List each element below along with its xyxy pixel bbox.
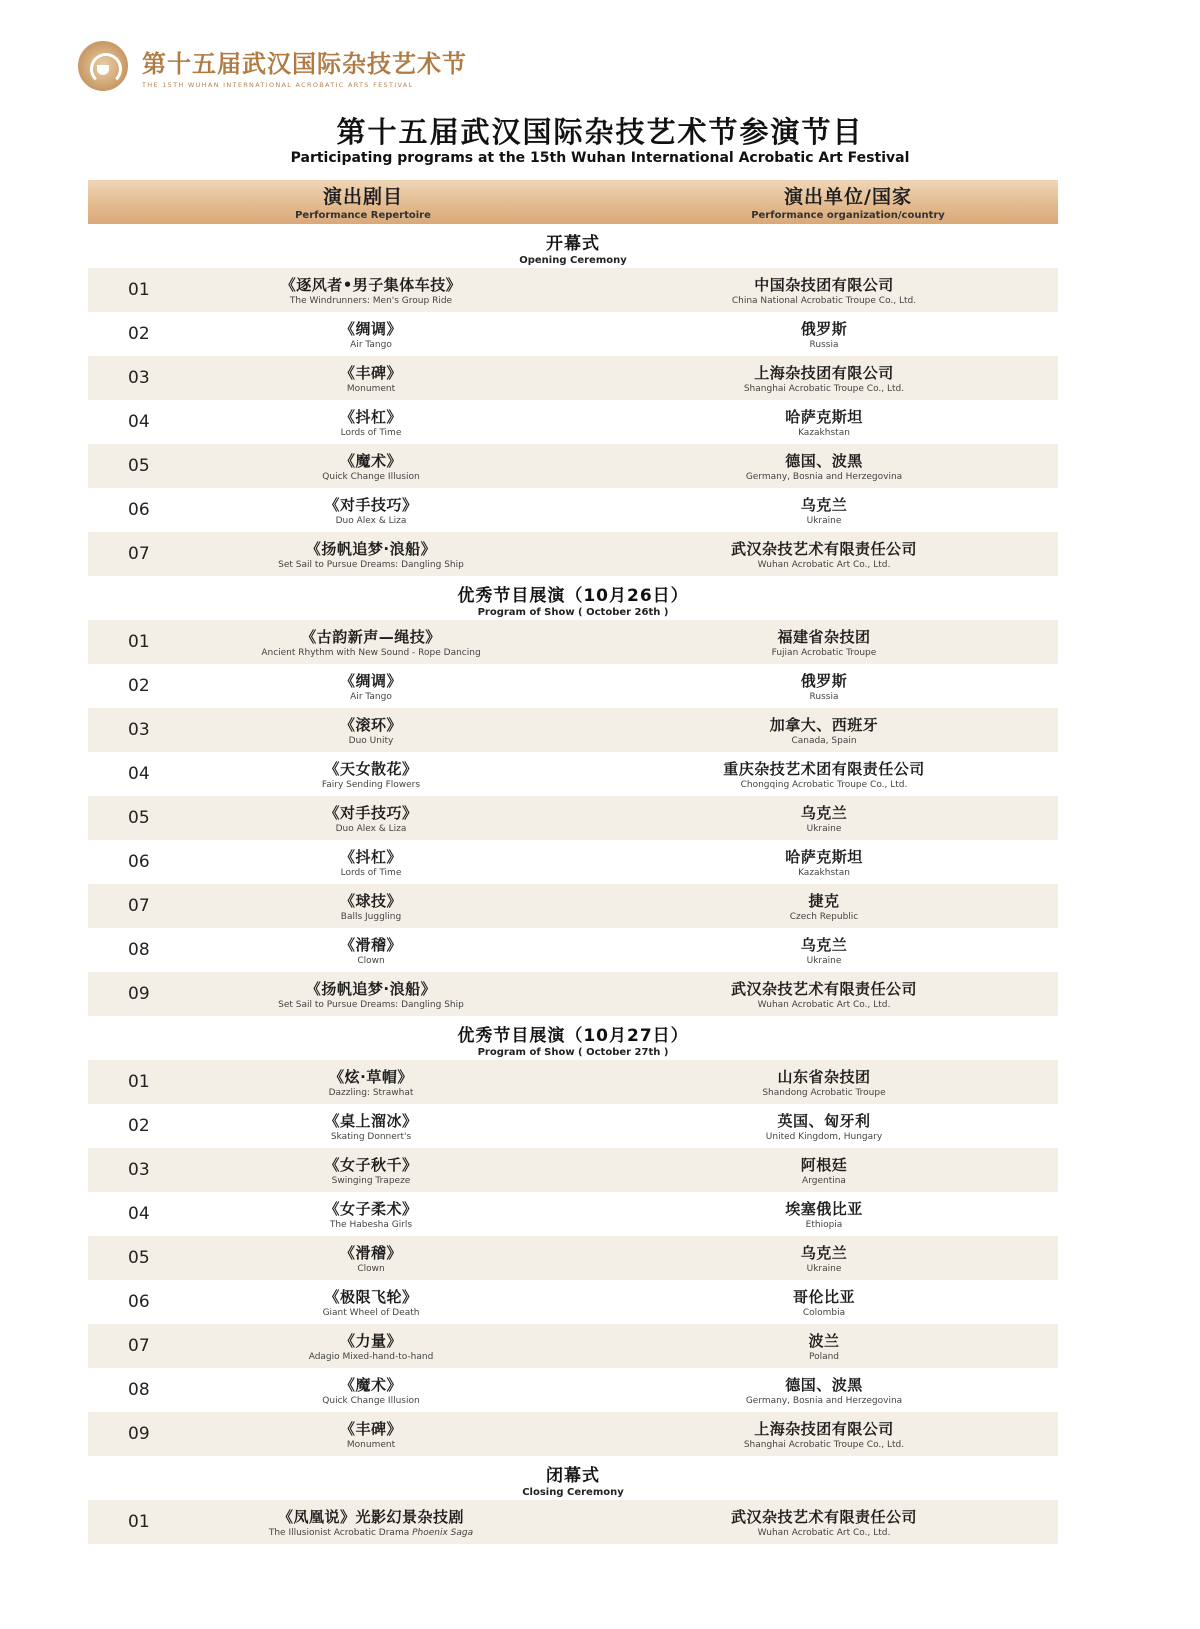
program-cell bbox=[192, 450, 550, 482]
organization-cell bbox=[550, 450, 1058, 482]
program-name-en-text: Adagio Mixed-hand-to-hand bbox=[308, 1352, 434, 1362]
section-heading bbox=[88, 224, 1058, 268]
logo-text bbox=[142, 44, 467, 89]
program-name-cn: 《魔术》 bbox=[339, 1376, 402, 1394]
program-cell bbox=[192, 934, 550, 966]
row-number: 03 bbox=[128, 368, 150, 388]
program-name-cn: 《滚环》 bbox=[339, 716, 402, 734]
program-name-en-text: Quick Change Illusion bbox=[322, 1396, 420, 1406]
program-name-en-text: Set Sail to Pursue Dreams: Dangling Ship bbox=[278, 560, 464, 570]
table-row bbox=[88, 884, 1058, 928]
program-name-en bbox=[192, 648, 550, 658]
row-number: 07 bbox=[128, 544, 150, 564]
program-name-cn: 《魔术》 bbox=[339, 452, 402, 470]
section-title-en: Program of Show ( October 26th ) bbox=[477, 607, 669, 618]
table-row bbox=[88, 1324, 1058, 1368]
table-row bbox=[88, 488, 1058, 532]
table-row bbox=[88, 268, 1058, 312]
table-row bbox=[88, 1280, 1058, 1324]
row-number: 06 bbox=[128, 852, 150, 872]
header-org-column bbox=[608, 180, 1058, 224]
header-org-cn: 演出单位/国家 bbox=[784, 186, 912, 208]
logo-title-cn: 第十五届武汉国际杂技艺术节 bbox=[142, 49, 467, 78]
organization-name-cn: 德国、波黑 bbox=[785, 452, 863, 470]
program-name-en-text: Dazzling: Strawhat bbox=[328, 1088, 414, 1098]
row-number: 01 bbox=[128, 280, 150, 300]
organization-name-en: Poland bbox=[808, 1352, 840, 1362]
organization-cell bbox=[550, 494, 1058, 526]
program-name-en bbox=[192, 736, 550, 746]
organization-name-en: Shandong Acrobatic Troupe bbox=[762, 1088, 886, 1098]
row-number: 01 bbox=[128, 1512, 150, 1532]
program-cell bbox=[192, 846, 550, 878]
table-row bbox=[88, 1412, 1058, 1456]
organization-name-en: Colombia bbox=[802, 1308, 846, 1318]
row-number: 02 bbox=[128, 1116, 150, 1136]
program-name-cn: 《绸调》 bbox=[339, 672, 402, 690]
section-heading bbox=[88, 1456, 1058, 1500]
program-name-en bbox=[192, 1176, 550, 1186]
program-cell bbox=[192, 1506, 550, 1538]
program-name-en-text: Skating Donnert's bbox=[330, 1132, 412, 1142]
table-row bbox=[88, 444, 1058, 488]
row-number: 04 bbox=[128, 412, 150, 432]
organization-name-cn: 山东省杂技团 bbox=[777, 1068, 871, 1086]
organization-name-en: Fujian Acrobatic Troupe bbox=[771, 648, 877, 658]
table-row bbox=[88, 664, 1058, 708]
organization-cell bbox=[550, 1066, 1058, 1098]
table-row bbox=[88, 1148, 1058, 1192]
program-cell bbox=[192, 1110, 550, 1142]
section-heading bbox=[88, 1016, 1058, 1060]
program-cell bbox=[192, 1374, 550, 1406]
organization-name-cn: 福建省杂技团 bbox=[777, 628, 871, 646]
program-name-cn: 《凤凰说》光影幻景杂技剧 bbox=[277, 1508, 464, 1526]
program-cell bbox=[192, 1154, 550, 1186]
program-name-en-text: Lords of Time bbox=[340, 868, 402, 878]
organization-name-en: United Kingdom, Hungary bbox=[765, 1132, 883, 1142]
row-number: 02 bbox=[128, 676, 150, 696]
row-number: 08 bbox=[128, 1380, 150, 1400]
organization-name-en: China National Acrobatic Troupe Co., Ltd. bbox=[731, 296, 917, 306]
section-title-en: Program of Show ( October 27th ) bbox=[477, 1047, 669, 1058]
row-number: 02 bbox=[128, 324, 150, 344]
organization-name-en: Kazakhstan bbox=[798, 868, 850, 878]
program-name-en bbox=[192, 472, 550, 482]
row-number: 04 bbox=[128, 1204, 150, 1224]
program-name-en bbox=[192, 1440, 550, 1450]
program-name-en-text: Balls Juggling bbox=[340, 912, 402, 922]
program-cell bbox=[192, 1330, 550, 1362]
row-number: 07 bbox=[128, 1336, 150, 1356]
program-name-cn: 《抖杠》 bbox=[339, 848, 402, 866]
row-number: 05 bbox=[128, 456, 150, 476]
page-title: 第十五届武汉国际杂技艺术节参演节目 bbox=[336, 115, 864, 149]
organization-name-en: Ukraine bbox=[806, 1264, 842, 1274]
program-name-en bbox=[192, 1000, 550, 1010]
table-row bbox=[88, 928, 1058, 972]
program-name-en-text: Lords of Time bbox=[340, 428, 402, 438]
table-row bbox=[88, 1192, 1058, 1236]
program-name-en bbox=[192, 868, 550, 878]
program-table bbox=[88, 224, 1058, 1544]
organization-cell bbox=[550, 670, 1058, 702]
program-name-cn: 《丰碑》 bbox=[339, 364, 402, 382]
program-name-en bbox=[192, 824, 550, 834]
program-name-en-text: Duo Unity bbox=[348, 736, 394, 746]
program-name-en bbox=[192, 516, 550, 526]
header-program-cn: 演出剧目 bbox=[322, 186, 403, 208]
organization-cell bbox=[550, 362, 1058, 394]
table-row bbox=[88, 1368, 1058, 1412]
program-name-cn: 《天女散花》 bbox=[324, 760, 418, 778]
row-number: 04 bbox=[128, 764, 150, 784]
section-title-cn: 优秀节目展演（10月26日） bbox=[457, 586, 689, 606]
organization-cell bbox=[550, 934, 1058, 966]
program-name-cn: 《丰碑》 bbox=[339, 1420, 402, 1438]
organization-name-cn: 俄罗斯 bbox=[800, 320, 848, 338]
section-title-cn: 开幕式 bbox=[546, 234, 600, 254]
organization-cell bbox=[550, 1286, 1058, 1318]
organization-name-en: Shanghai Acrobatic Troupe Co., Ltd. bbox=[743, 1440, 905, 1450]
organization-cell bbox=[550, 802, 1058, 834]
section-title-cn: 优秀节目展演（10月27日） bbox=[457, 1026, 689, 1046]
program-name-en bbox=[192, 1088, 550, 1098]
page-subtitle: Participating programs at the 15th Wuhan International Acrobatic Art Festival bbox=[290, 150, 910, 166]
row-number: 07 bbox=[128, 896, 150, 916]
program-cell bbox=[192, 758, 550, 790]
program-name-en bbox=[192, 1220, 550, 1230]
table-row bbox=[88, 1104, 1058, 1148]
row-number: 06 bbox=[128, 1292, 150, 1312]
organization-cell bbox=[550, 626, 1058, 658]
organization-name-cn: 重庆杂技艺术团有限责任公司 bbox=[723, 760, 925, 778]
organization-name-en: Germany, Bosnia and Herzegovina bbox=[745, 1396, 903, 1406]
organization-name-en: Ukraine bbox=[806, 824, 842, 834]
program-name-cn: 《滑稽》 bbox=[339, 1244, 402, 1262]
program-name-en bbox=[192, 956, 550, 966]
organization-cell bbox=[550, 846, 1058, 878]
row-number: 09 bbox=[128, 1424, 150, 1444]
organization-name-en: Germany, Bosnia and Herzegovina bbox=[745, 472, 903, 482]
organization-name-cn: 加拿大、西班牙 bbox=[769, 716, 879, 734]
program-cell bbox=[192, 494, 550, 526]
organization-name-cn: 埃塞俄比亚 bbox=[785, 1200, 863, 1218]
program-name-en bbox=[192, 1396, 550, 1406]
table-header bbox=[88, 180, 1058, 224]
program-name-en-text: Set Sail to Pursue Dreams: Dangling Ship bbox=[278, 1000, 464, 1010]
program-cell bbox=[192, 1066, 550, 1098]
organization-name-cn: 阿根廷 bbox=[800, 1156, 848, 1174]
program-name-cn: 《扬帆追梦·浪船》 bbox=[305, 980, 437, 998]
section-title-en: Closing Ceremony bbox=[522, 1487, 624, 1498]
row-number: 06 bbox=[128, 500, 150, 520]
organization-name-cn: 武汉杂技艺术有限责任公司 bbox=[730, 540, 917, 558]
program-cell bbox=[192, 318, 550, 350]
program-name-cn: 《球技》 bbox=[339, 892, 402, 910]
program-name-en-text: The Windrunners: Men's Group Ride bbox=[289, 296, 453, 306]
program-name-en bbox=[192, 340, 550, 350]
program-name-en-text: The Habesha Girls bbox=[329, 1220, 413, 1230]
program-name-en-text: Fairy Sending Flowers bbox=[321, 780, 421, 790]
header-program-en: Performance Repertoire bbox=[295, 210, 431, 221]
table-row bbox=[88, 972, 1058, 1016]
organization-name-cn: 武汉杂技艺术有限责任公司 bbox=[730, 980, 917, 998]
organization-cell bbox=[550, 1374, 1058, 1406]
program-cell bbox=[192, 1286, 550, 1318]
program-name-en-text: The Illusionist Acrobatic Drama bbox=[268, 1528, 410, 1538]
organization-name-cn: 哈萨克斯坦 bbox=[785, 848, 863, 866]
organization-name-cn: 哥伦比亚 bbox=[792, 1288, 855, 1306]
organization-cell bbox=[550, 1242, 1058, 1274]
organization-name-cn: 乌克兰 bbox=[800, 496, 848, 514]
organization-name-en: Russia bbox=[809, 340, 839, 350]
table-row bbox=[88, 796, 1058, 840]
organization-name-en: Argentina bbox=[802, 1176, 846, 1186]
row-number: 01 bbox=[128, 632, 150, 652]
organization-name-cn: 英国、匈牙利 bbox=[777, 1112, 871, 1130]
program-name-en-text: Clown bbox=[357, 956, 385, 966]
program-name-en-text: Duo Alex & Liza bbox=[335, 516, 407, 526]
program-name-cn: 《女子秋千》 bbox=[324, 1156, 418, 1174]
organization-cell bbox=[550, 274, 1058, 306]
program-name-en bbox=[192, 1352, 550, 1362]
program-name-en-text: Ancient Rhythm with New Sound - Rope Dancing bbox=[261, 648, 481, 658]
program-cell bbox=[192, 890, 550, 922]
program-name-cn: 《女子柔术》 bbox=[324, 1200, 418, 1218]
organization-cell bbox=[550, 714, 1058, 746]
program-name-en bbox=[192, 1264, 550, 1274]
header-program-column bbox=[88, 180, 608, 224]
program-cell bbox=[192, 1418, 550, 1450]
table-row bbox=[88, 1060, 1058, 1104]
organization-cell bbox=[550, 1110, 1058, 1142]
organization-name-en: Canada, Spain bbox=[791, 736, 857, 746]
organization-name-en: Wuhan Acrobatic Art Co., Ltd. bbox=[757, 560, 891, 570]
organization-name-en: Kazakhstan bbox=[798, 428, 850, 438]
festival-emblem-icon bbox=[78, 41, 128, 91]
organization-name-cn: 俄罗斯 bbox=[800, 672, 848, 690]
program-name-en-text: Monument bbox=[346, 384, 396, 394]
section-title-en: Opening Ceremony bbox=[519, 255, 627, 266]
organization-cell bbox=[550, 406, 1058, 438]
program-name-en bbox=[192, 1308, 550, 1318]
row-number: 05 bbox=[128, 1248, 150, 1268]
program-name-en bbox=[192, 428, 550, 438]
organization-name-en: Ukraine bbox=[806, 956, 842, 966]
program-cell bbox=[192, 670, 550, 702]
program-name-en-text: Duo Alex & Liza bbox=[335, 824, 407, 834]
organization-name-cn: 上海杂技团有限公司 bbox=[754, 1420, 894, 1438]
program-name-cn: 《古韵新声—绳技》 bbox=[301, 628, 441, 646]
table-row bbox=[88, 708, 1058, 752]
program-cell bbox=[192, 406, 550, 438]
program-name-cn: 《扬帆追梦·浪船》 bbox=[305, 540, 437, 558]
organization-name-cn: 波兰 bbox=[808, 1332, 840, 1350]
section-title-cn: 闭幕式 bbox=[546, 1466, 600, 1486]
program-name-cn: 《桌上溜冰》 bbox=[324, 1112, 418, 1130]
organization-name-en: Shanghai Acrobatic Troupe Co., Ltd. bbox=[743, 384, 905, 394]
organization-name-en: Chongqing Acrobatic Troupe Co., Ltd. bbox=[740, 780, 908, 790]
program-name-cn: 《力量》 bbox=[339, 1332, 402, 1350]
program-cell bbox=[192, 362, 550, 394]
header-org-en: Performance organization/country bbox=[751, 210, 945, 221]
program-name-en-text: Swinging Trapeze bbox=[331, 1176, 411, 1186]
organization-name-cn: 德国、波黑 bbox=[785, 1376, 863, 1394]
row-number: 01 bbox=[128, 1072, 150, 1092]
organization-name-en: Ethiopia bbox=[805, 1220, 843, 1230]
organization-name-en: Wuhan Acrobatic Art Co., Ltd. bbox=[757, 1000, 891, 1010]
program-cell bbox=[192, 274, 550, 306]
row-number: 05 bbox=[128, 808, 150, 828]
organization-cell bbox=[550, 1198, 1058, 1230]
program-name-en-italic: Phoenix Saga bbox=[412, 1528, 474, 1538]
program-name-cn: 《绸调》 bbox=[339, 320, 402, 338]
program-name-en-text: Quick Change Illusion bbox=[322, 472, 420, 482]
program-name-en bbox=[192, 296, 550, 306]
row-number: 08 bbox=[128, 940, 150, 960]
program-cell bbox=[192, 714, 550, 746]
organization-cell bbox=[550, 758, 1058, 790]
program-cell bbox=[192, 626, 550, 658]
program-name-cn: 《抖杠》 bbox=[339, 408, 402, 426]
organization-name-cn: 中国杂技团有限公司 bbox=[754, 276, 894, 294]
row-number: 03 bbox=[128, 1160, 150, 1180]
program-name-cn: 《对手技巧》 bbox=[324, 804, 418, 822]
program-name-cn: 《极限飞轮》 bbox=[324, 1288, 418, 1306]
organization-name-cn: 乌克兰 bbox=[800, 1244, 848, 1262]
table-row bbox=[88, 1236, 1058, 1280]
program-cell bbox=[192, 802, 550, 834]
program-name-en-text: Clown bbox=[357, 1264, 385, 1274]
table-row bbox=[88, 356, 1058, 400]
organization-name-en: Czech Republic bbox=[789, 912, 859, 922]
organization-name-en: Wuhan Acrobatic Art Co., Ltd. bbox=[757, 1528, 891, 1538]
program-name-cn: 《对手技巧》 bbox=[324, 496, 418, 514]
row-number: 09 bbox=[128, 984, 150, 1004]
organization-name-cn: 乌克兰 bbox=[800, 936, 848, 954]
program-name-en bbox=[192, 692, 550, 702]
program-name-cn: 《逐风者•男子集体车技》 bbox=[280, 276, 462, 294]
organization-name-cn: 武汉杂技艺术有限责任公司 bbox=[730, 1508, 917, 1526]
program-name-en bbox=[192, 1132, 550, 1142]
program-cell bbox=[192, 1242, 550, 1274]
organization-cell bbox=[550, 538, 1058, 570]
festival-logo bbox=[78, 36, 467, 96]
table-row bbox=[88, 400, 1058, 444]
program-name-en bbox=[192, 912, 550, 922]
organization-name-cn: 哈萨克斯坦 bbox=[785, 408, 863, 426]
program-name-cn: 《炫·草帽》 bbox=[329, 1068, 413, 1086]
organization-cell bbox=[550, 1418, 1058, 1450]
organization-cell bbox=[550, 1330, 1058, 1362]
program-name-en bbox=[192, 1528, 550, 1538]
program-cell bbox=[192, 978, 550, 1010]
table-row bbox=[88, 532, 1058, 576]
organization-cell bbox=[550, 1154, 1058, 1186]
table-row bbox=[88, 1500, 1058, 1544]
program-name-en-text: Air Tango bbox=[350, 692, 392, 702]
section-heading bbox=[88, 576, 1058, 620]
organization-cell bbox=[550, 978, 1058, 1010]
organization-name-cn: 捷克 bbox=[808, 892, 840, 910]
organization-name-cn: 乌克兰 bbox=[800, 804, 848, 822]
organization-name-cn: 上海杂技团有限公司 bbox=[754, 364, 894, 382]
program-name-en bbox=[192, 560, 550, 570]
table-row bbox=[88, 752, 1058, 796]
table-row bbox=[88, 312, 1058, 356]
program-name-cn: 《滑稽》 bbox=[339, 936, 402, 954]
organization-cell bbox=[550, 318, 1058, 350]
program-name-en-text: Air Tango bbox=[350, 340, 392, 350]
logo-title-en: THE 15TH WUHAN INTERNATIONAL ACROBATIC ARTS FESTIVAL bbox=[142, 80, 414, 89]
organization-cell bbox=[550, 890, 1058, 922]
organization-name-en: Ukraine bbox=[806, 516, 842, 526]
program-name-en bbox=[192, 384, 550, 394]
table-row bbox=[88, 840, 1058, 884]
organization-name-en: Russia bbox=[809, 692, 839, 702]
organization-cell bbox=[550, 1506, 1058, 1538]
program-name-en-text: Monument bbox=[346, 1440, 396, 1450]
table-row bbox=[88, 620, 1058, 664]
program-name-en bbox=[192, 780, 550, 790]
program-name-en-text: Giant Wheel of Death bbox=[322, 1308, 420, 1318]
row-number: 03 bbox=[128, 720, 150, 740]
program-cell bbox=[192, 1198, 550, 1230]
program-cell bbox=[192, 538, 550, 570]
